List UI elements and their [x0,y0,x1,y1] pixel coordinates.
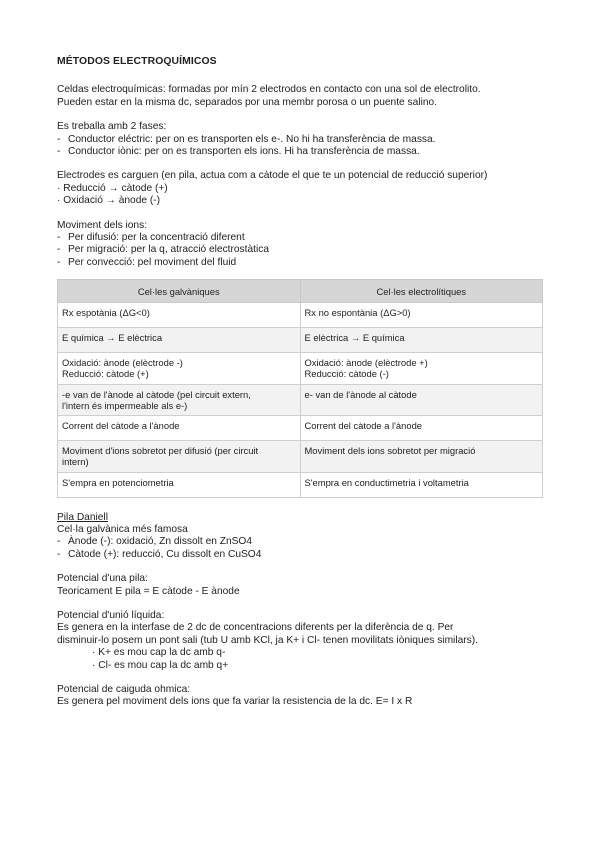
table-row [58,441,543,472]
list-item: - Ànode (-): oxidació, Zn dissolt en ZnSO4 [57,536,547,548]
table-cell: -e van de l'ànode al càtode (pel circuit extern, l'intern és impermeable als e-) [58,384,301,415]
daniell-section [57,512,547,562]
section-heading: Potencial d'una pila: [57,573,148,585]
table-header: Cel·les galvàniques [58,280,301,303]
table-row [58,416,543,441]
intro-line: Pueden estar en la misma dc, separados por una membr porosa o un puente salino. [57,96,437,108]
body-line: disminuir-lo posem un pont sali (tub U amb KCl, ja K+ i Cl- tenen movilitats iòniques similars). [57,634,478,646]
caiguda-section [57,684,547,709]
intro-section [57,84,547,109]
list-item: · K+ es mou cap la dc amb q- [92,647,226,659]
body-line: Cel·la galvànica més famosa [57,523,188,535]
list-item: · Reducció → càtode (+) [57,182,168,194]
fases-section [57,121,547,158]
section-heading: Es treballa amb 2 fases: [57,121,167,133]
document-page [57,56,547,721]
table-cell: Corrent del càtode a l'ànode [300,416,543,441]
moviment-list [57,232,547,269]
potencial-pila-section [57,573,547,598]
comparison-table [57,279,543,497]
list-item: - Per convecció: pel moviment del fluid [57,257,547,269]
table-row [58,472,543,497]
table-cell: E química → E elèctrica [58,328,301,353]
section-heading: Pila Daniell [57,511,108,523]
body-line: Es genera en la interfase de 2 dc de concentracions diferents per la diferència de q. Per [57,622,454,634]
table-header: Cel·les electrolítiques [300,280,543,303]
table-cell: Oxidació: ànode (elèctrode -) Reducció: càtode (+) [58,353,301,384]
table-row [58,353,543,384]
table-row [58,303,543,328]
table-cell: Rx no espontània (ΔG>0) [300,303,543,328]
table-row [58,328,543,353]
list-item: · Oxidació → ànode (-) [57,195,161,207]
section-heading: Electrodes es carguen (en pila, actua com a càtode el que te un potencial de reducció superior) [57,170,488,182]
table-cell: Oxidació: ànode (elèctrode +) Reducció: càtode (-) [300,353,543,384]
list-item: - Per difusió: per la concentració diferent [57,232,547,244]
table-cell: E elèctrica → E química [300,328,543,353]
table-header-row [58,280,543,303]
body-line: Es genera pel moviment dels ions que fa variar la resistencia de la dc. E= I x R [57,696,413,708]
table-body [58,303,543,497]
section-heading: Moviment dels ions: [57,219,148,231]
moviment-section [57,220,547,270]
page-title: MÉTODOS ELECTROQUÍMICOS [57,56,217,67]
table-cell: S'empra en potenciometria [58,472,301,497]
intro-line: Celdas electroquímicas: formadas por mín 2 electrodos en contacto con una sol de electrolito. [57,84,481,96]
section-heading: Potencial d'unió líquida: [57,609,165,621]
table-cell: e- van de l'ànode al càtode [300,384,543,415]
table-cell: Rx espotània (ΔG<0) [58,303,301,328]
potencial-unio-section [57,610,547,672]
table-cell: Corrent del càtode a l'ànode [58,416,301,441]
section-heading: Potencial de caiguda ohmica: [57,683,191,695]
list-item: - Per migració: per la q, atracció electrostàtica [57,244,547,256]
list-item: - Càtode (+): reducció, Cu dissolt en CuSO4 [57,549,547,561]
table-row [58,384,543,415]
fases-list [57,134,547,159]
list-item: - Conductor iònic: per on es transporten els ions. Hi ha transferència de massa. [57,146,547,158]
table-cell: S'empra en conductimetria i voltametria [300,472,543,497]
table-cell: Moviment dels ions sobretot per migració [300,441,543,472]
table-cell: Moviment d'ions sobretot per difusió (per circuit intern) [58,441,301,472]
body-line: Teoricament E pila = E càtode - E ànode [57,585,240,597]
list-item: · Cl- es mou cap la dc amb q+ [92,659,229,671]
list-item: - Conductor eléctric: per on es transporten els e-. No hi ha transferència de massa. [57,134,547,146]
electrodes-section [57,170,547,207]
daniell-list [57,536,547,561]
